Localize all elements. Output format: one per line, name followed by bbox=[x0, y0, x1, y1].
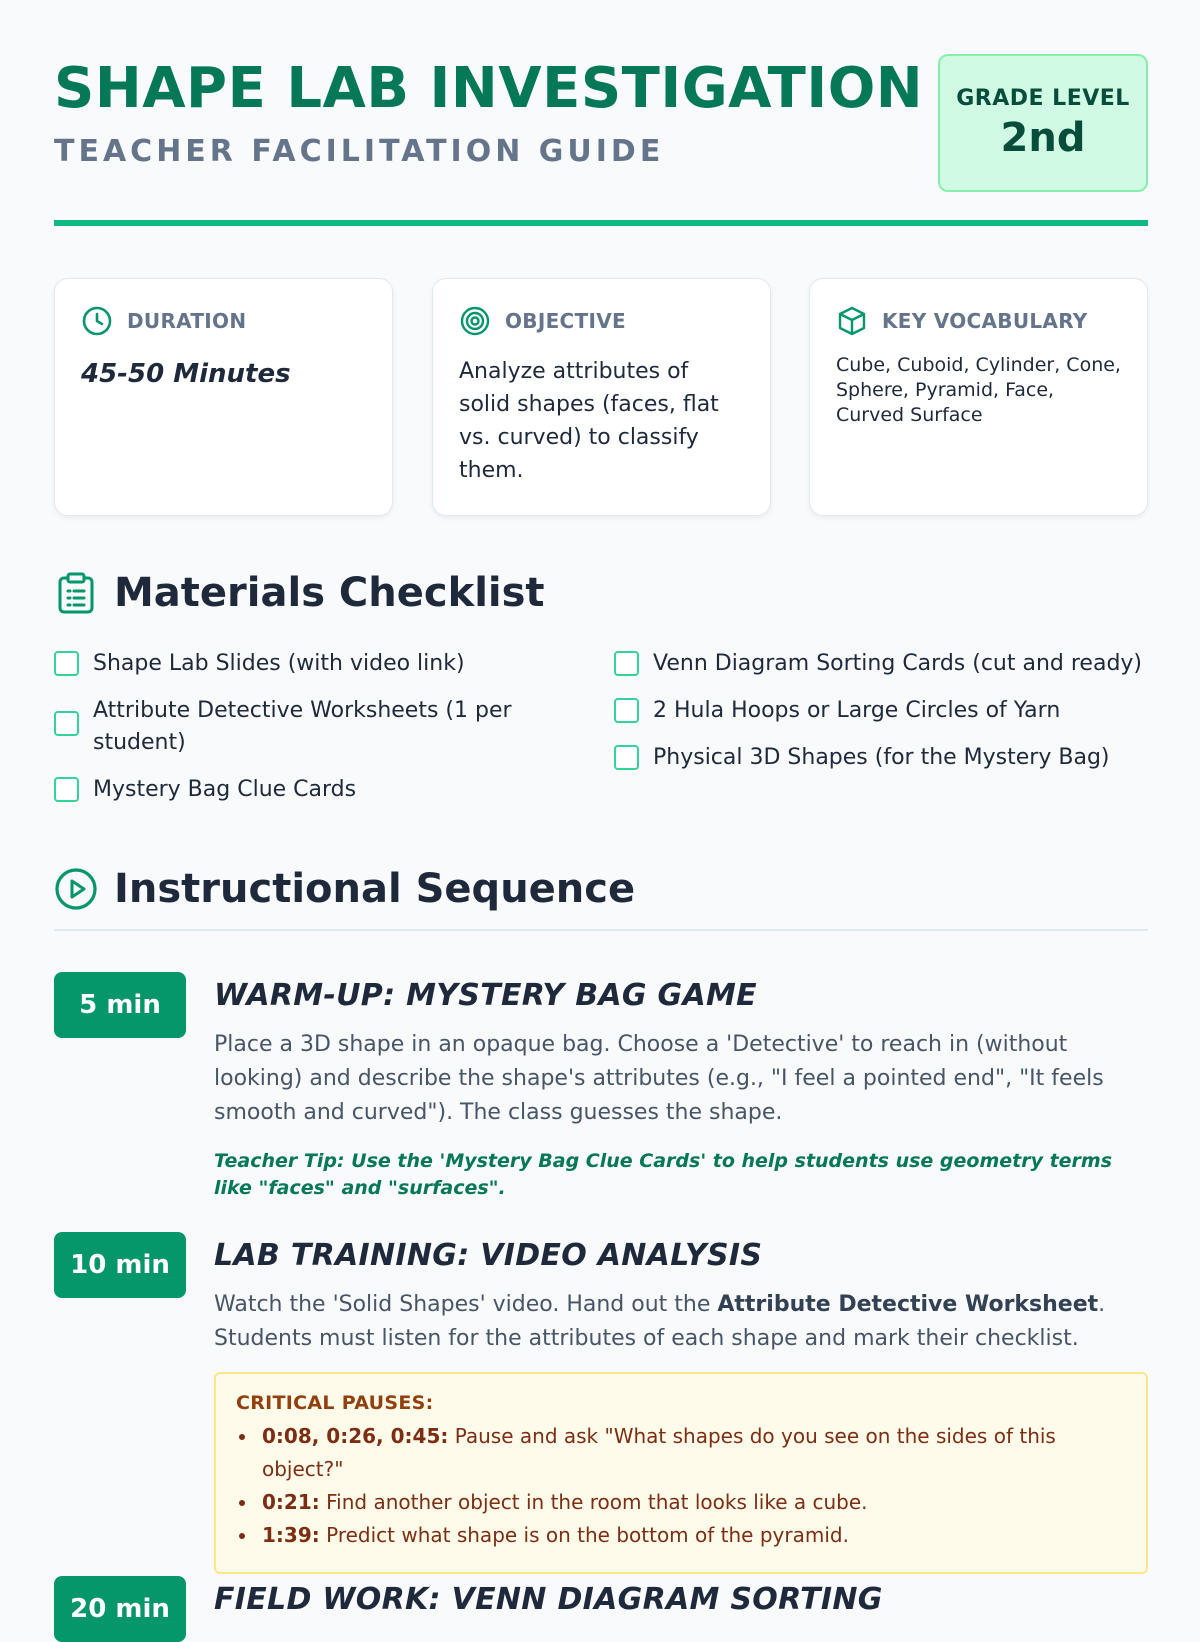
step-text-part: . Students must listen for the attributes of each shape and mark their checklist. bbox=[214, 1292, 1106, 1351]
step-title: LAB TRAINING: VIDEO ANALYSIS bbox=[214, 1238, 763, 1273]
worksheet-name: Attribute Detective Worksheet bbox=[717, 1292, 1099, 1317]
grade-level-badge bbox=[938, 54, 1148, 192]
checklist-column-left bbox=[54, 648, 554, 821]
pause-text: Find another object in the room that looks like a cube. bbox=[319, 1490, 868, 1514]
sequence-heading bbox=[54, 866, 635, 912]
pause-item bbox=[236, 1420, 1126, 1486]
pause-list bbox=[236, 1420, 1126, 1552]
checklist-item[interactable] bbox=[614, 648, 1148, 680]
checkbox[interactable] bbox=[54, 777, 79, 802]
page-title: SHAPE LAB INVESTIGATION bbox=[54, 56, 924, 121]
vocabulary-card bbox=[809, 278, 1148, 516]
pause-time: 0:08, 0:26, 0:45: bbox=[262, 1424, 449, 1448]
checklist-item[interactable] bbox=[54, 774, 554, 806]
checklist-item-label: Mystery Bag Clue Cards bbox=[93, 777, 357, 802]
grade-level-label: GRADE LEVEL bbox=[956, 86, 1130, 111]
clipboard-icon bbox=[54, 571, 98, 615]
target-icon bbox=[459, 305, 491, 337]
objective-label: OBJECTIVE bbox=[505, 309, 626, 333]
checklist-item-label: Shape Lab Slides (with video link) bbox=[93, 651, 465, 676]
vocabulary-text: Cube, Cuboid, Cylinder, Cone, Sphere, Pyramid, Face, Curved Surface bbox=[836, 354, 1121, 426]
clock-icon bbox=[81, 305, 113, 337]
pause-time: 0:21: bbox=[262, 1490, 320, 1514]
time-badge: 5 min bbox=[54, 972, 186, 1038]
objective-card bbox=[432, 278, 771, 516]
step-text-part: Watch the 'Solid Shapes' video. Hand out the bbox=[214, 1292, 718, 1317]
checklist-item-label: 2 Hula Hoops or Large Circles of Yarn bbox=[653, 698, 1061, 723]
step-description bbox=[214, 1288, 1148, 1356]
materials-title: Materials Checklist bbox=[114, 570, 545, 616]
time-badge: 20 min bbox=[54, 1576, 186, 1642]
cube-icon bbox=[836, 305, 868, 337]
pause-item bbox=[236, 1519, 1126, 1552]
page-subtitle: TEACHER FACILITATION GUIDE bbox=[54, 134, 665, 169]
section-divider bbox=[54, 929, 1148, 931]
time-badge: 10 min bbox=[54, 1232, 186, 1298]
teacher-tip: Teacher Tip: Use the 'Mystery Bag Clue Cards' to help students use geometry terms like "faces" and "surfaces". bbox=[214, 1150, 1113, 1199]
duration-card bbox=[54, 278, 393, 516]
vocabulary-label: KEY VOCABULARY bbox=[882, 309, 1088, 333]
checkbox[interactable] bbox=[54, 711, 79, 736]
checkbox[interactable] bbox=[614, 745, 639, 770]
pause-text: Predict what shape is on the bottom of the pyramid. bbox=[319, 1523, 849, 1547]
guide-page bbox=[54, 0, 1148, 1624]
checklist-item-label: Physical 3D Shapes (for the Mystery Bag) bbox=[653, 745, 1110, 770]
pause-item bbox=[236, 1486, 1126, 1519]
step-title: WARM-UP: MYSTERY BAG GAME bbox=[214, 978, 757, 1013]
checklist-column-right bbox=[614, 648, 1148, 789]
info-cards bbox=[54, 278, 1148, 516]
header bbox=[54, 0, 1148, 226]
duration-label: DURATION bbox=[127, 309, 247, 333]
play-circle-icon bbox=[54, 867, 98, 911]
checklist-item[interactable] bbox=[54, 695, 554, 759]
pause-text: Pause and ask "What shapes do you see on the sides of this object?" bbox=[262, 1424, 1056, 1481]
checklist-item-label: Attribute Detective Worksheets (1 per student) bbox=[93, 698, 512, 755]
grade-level-value: 2nd bbox=[1000, 115, 1086, 161]
critical-pauses-callout bbox=[214, 1372, 1148, 1574]
objective-text: Analyze attributes of solid shapes (faces, flat vs. curved) to classify them. bbox=[459, 359, 719, 483]
duration-value: 45-50 Minutes bbox=[81, 359, 291, 389]
pause-time: 1:39: bbox=[262, 1523, 320, 1547]
checklist-item-label: Venn Diagram Sorting Cards (cut and ready) bbox=[653, 651, 1143, 676]
materials-heading bbox=[54, 570, 545, 616]
sequence-title: Instructional Sequence bbox=[114, 866, 636, 912]
checkbox[interactable] bbox=[614, 651, 639, 676]
callout-title: CRITICAL PAUSES: bbox=[236, 1392, 434, 1414]
checkbox[interactable] bbox=[614, 698, 639, 723]
checkbox[interactable] bbox=[54, 651, 79, 676]
checklist-item[interactable] bbox=[614, 695, 1148, 727]
checklist-item[interactable] bbox=[614, 742, 1148, 774]
checklist-item[interactable] bbox=[54, 648, 554, 680]
step-description: Place a 3D shape in an opaque bag. Choose a 'Detective' to reach in (without looking) and describe the shape's attributes (e.g., "I feel a pointed end", "It feels smooth and curved"). The class guesses the shape. bbox=[214, 1032, 1104, 1125]
step-title: FIELD WORK: VENN DIAGRAM SORTING bbox=[214, 1582, 883, 1617]
